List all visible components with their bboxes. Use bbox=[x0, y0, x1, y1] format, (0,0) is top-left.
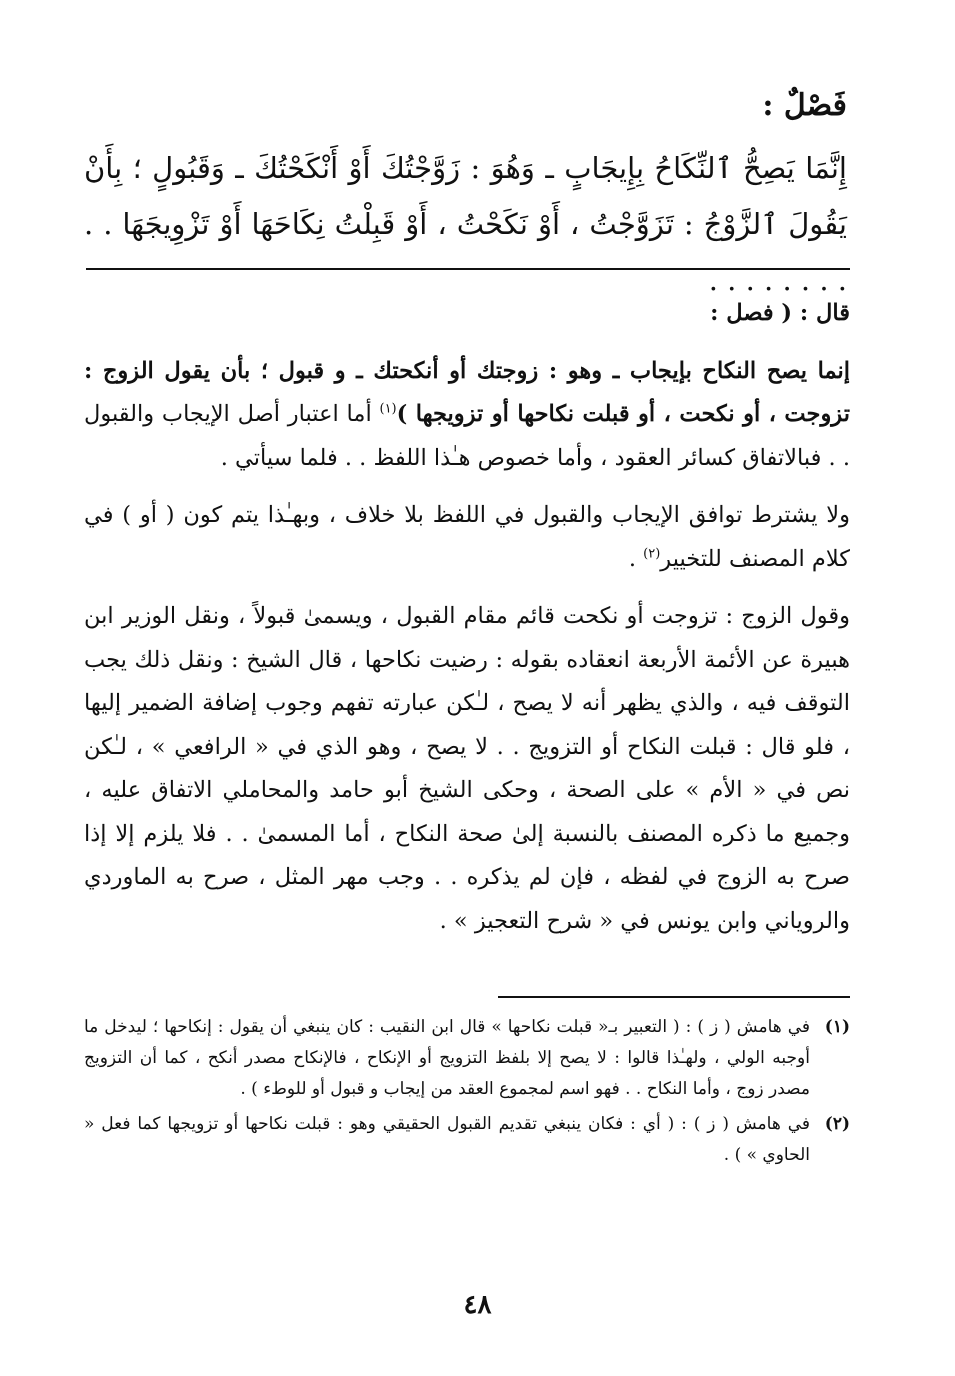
footnote-divider bbox=[498, 996, 850, 998]
footnote-number: (٢) bbox=[824, 1114, 850, 1134]
commentary-intro: قال : ( فصل : bbox=[710, 300, 850, 326]
footnotes bbox=[84, 1012, 850, 1175]
commentary-paragraph-2 bbox=[84, 494, 850, 581]
commentary-paragraph-3 bbox=[84, 595, 850, 943]
commentary-paragraph-1 bbox=[84, 350, 850, 481]
footnote-2 bbox=[84, 1109, 850, 1171]
commentary-text-2: ولا يشترط توافق الإيجاب والقبول في اللفظ بلا خلاف ، وبهـٰذا يتم كون ( أو ) في كلام المصنف للتخيير bbox=[84, 502, 850, 572]
footnote-number: (١) bbox=[824, 1017, 850, 1037]
commentary-intro-paragraph bbox=[84, 292, 850, 336]
commentary-text-2-end: . bbox=[628, 545, 644, 572]
commentary-text-1: أما اعتبار أصل الإيجاب والقبول . . فبالاتفاق كسائر العقود ، وأما خصوص هـٰذا اللفظ . . فلما سيأتي . bbox=[84, 401, 850, 471]
footnote-ref-1[interactable]: (١) bbox=[379, 401, 397, 417]
footnote-ref-2[interactable]: (٢) bbox=[643, 546, 661, 561]
commentary bbox=[84, 292, 850, 943]
footnote-text: في هامش ( ز ) : ( التعبير بـ« قبلت نكاحها » قال ابن النقيب : كان ينبغي أن يقول : إنكاحها ؛ ليدخل ما أوجبه الولي ، ولهـٰذا قالوا : لا يصح إلا بلفظ التزويج أو الإنكاح ، فالإنكاح مصدر أنكح ، كما أن التزويج مصدر زوج ، وأما النكاح . . فهو اسم لمجموع العقد من إيجاب و قبول أو للوطء ) . bbox=[84, 1017, 810, 1099]
main-divider bbox=[86, 268, 850, 270]
footnote-1 bbox=[84, 1012, 850, 1105]
section-heading: فَصْلٌ : bbox=[762, 88, 847, 123]
main-text: إِنَّمَا يَصِحُّ ٱلنِّكَاحُ بِإِيجَابٍ ـ وَهُوَ : زَوَّجْتُكَ أَوْ أَنْكَحْتُكَ ـ وَقَبُولٍ ؛ بِأَنْ يَقُولَ ٱلزَّوْجُ : تَزَوَّجْتُ ، أَوْ نَكَحْتُ ، أَوْ قَبِلْتُ نِكَاحَهَا أَوْ تَزْوِيجَهَا . . . . . . . . . . bbox=[84, 151, 847, 297]
commentary-text-3: وقول الزوج : تزوجت أو نكحت قائم مقام القبول ، ويسمىٰ قبولاً ، ونقل الوزير ابن هبيرة عن الأئمة الأربعة انعقاده بقوله : رضيت نكاحها ، قال الشيخ : ونقل ذلك يجب التوقف فيه ، والذي يظهر أنه لا يصح ، لـٰكن عبارته تفهم وجوب إضافة الضمير إليها ، فلو قال : قبلت النكاح أو التزويج . . لا يصح ، وهو الذي في « الرافعي » ، لـٰكن نص في « الأم » على الصحة ، وحكى الشيخ أبو حامد والمحاملي الاتفاق عليه ، وجميع ما ذكره المصنف بالنسبة إلىٰ صحة النكاح ، أما المسمىٰ . . فلا يلزم إلا إذا صرح به الزوج في لفظه ، فإن لم يذكره . . وجب مهر المثل ، صرح به الماوردي والروياني وابن يونس في « شرح التعجيز » . bbox=[84, 603, 850, 934]
quoted-matn: إنما يصح النكاح بإيجاب ـ وهو : زوجتك أو أنكحتك ـ و قبول ؛ بأن يقول الزوج : تزوجت ، أو نكحت ، أو قبلت نكاحها أو تزويجها ) bbox=[84, 357, 850, 427]
page-number: ٤٨ bbox=[463, 1290, 492, 1320]
footnote-text: في هامش ( ز ) : ( أي : فكان ينبغي تقديم القبول الحقيقي وهو : قبلت نكاحها أو تزويجها كما فعل « الحاوي » ) . bbox=[84, 1114, 810, 1165]
